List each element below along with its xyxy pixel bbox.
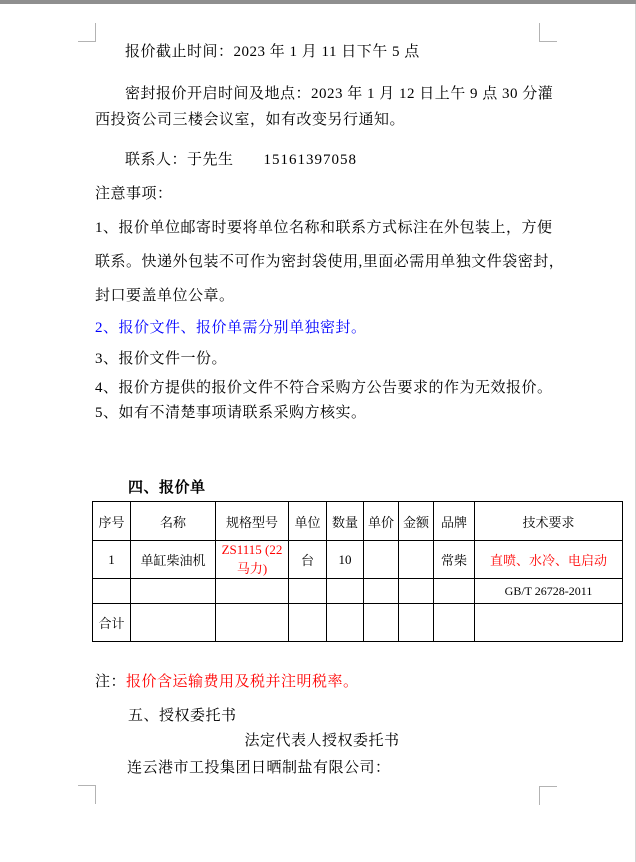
note-5: 5、如有不清楚事项请联系采购方核实。 (95, 405, 367, 421)
crop-mark-bottom-right-v (539, 786, 540, 805)
section-4-title: 四、报价单 (128, 480, 206, 496)
note-1-line-1: 1、报价单位邮寄时要将单位名称和联系方式标注在外包装上，方便 (95, 220, 553, 236)
cell-empty (327, 604, 364, 642)
remark-line (95, 672, 359, 692)
cell-tech: 直喷、水冷、电启动 (475, 541, 623, 579)
note-1-line-3: 封口要盖单位公章。 (95, 288, 235, 304)
cell-empty (364, 579, 399, 604)
remark-red-text: 报价含运输费用及税并注明税率。 (126, 674, 359, 690)
cell-empty (327, 579, 364, 604)
cell-price (364, 541, 399, 579)
header-unit: 单位 (289, 502, 327, 541)
table-header-row (93, 502, 623, 541)
page-top-edge (0, 0, 636, 4)
crop-mark-top-left-h (78, 41, 96, 42)
crop-mark-bottom-left-v (95, 785, 96, 804)
cell-empty (364, 604, 399, 642)
cell-empty (216, 604, 289, 642)
crop-mark-top-left-v (95, 23, 96, 42)
table-row-total (93, 604, 623, 642)
crop-mark-top-right-h (539, 41, 557, 42)
header-tech: 技术要求 (475, 502, 623, 541)
cell-unit: 台 (289, 541, 327, 579)
cell-empty (289, 579, 327, 604)
header-amount: 金额 (399, 502, 434, 541)
note-3: 3、报价文件一份。 (95, 351, 228, 367)
header-price: 单价 (364, 502, 399, 541)
header-brand: 品牌 (434, 502, 475, 541)
cell-empty (434, 579, 475, 604)
crop-mark-bottom-left-h (78, 785, 96, 786)
cell-empty (93, 579, 131, 604)
note-4: 4、报价方提供的报价文件不符合采购方公告要求的作为无效报价。 (95, 380, 553, 396)
cell-seq: 1 (93, 541, 131, 579)
note-2: 2、报价文件、报价单需分别单独密封。 (95, 320, 367, 336)
paragraph-open-time-2: 西投资公司三楼会议室，如有改变另行通知。 (95, 112, 406, 128)
note-1-line-2: 联系。快递外包装不可作为密封袋使用,里面必需用单独文件袋密封， (95, 254, 565, 270)
quote-table (92, 501, 623, 642)
cell-brand: 常柴 (434, 541, 475, 579)
cell-amount (399, 541, 434, 579)
remark-label: 注： (95, 674, 127, 690)
header-seq: 序号 (93, 502, 131, 541)
poa-title: 法定代表人授权委托书 (244, 733, 400, 749)
table-row-item-1 (93, 541, 623, 579)
cell-empty (289, 604, 327, 642)
header-model: 规格型号 (216, 502, 289, 541)
paragraph-contact (125, 150, 357, 170)
table-row-standard (93, 579, 623, 604)
cell-empty (131, 604, 216, 642)
company-line: 连云港市工投集团日晒制盐有限公司： (127, 760, 391, 776)
paragraph-deadline: 报价截止时间：2023 年 1 月 11 日下午 5 点 (125, 44, 420, 60)
notes-title: 注意事项： (95, 186, 173, 202)
header-qty: 数量 (327, 502, 364, 541)
header-name: 名称 (131, 502, 216, 541)
cell-empty (434, 604, 475, 642)
cell-empty (399, 604, 434, 642)
crop-mark-top-right-v (539, 23, 540, 42)
crop-mark-bottom-right-h (539, 786, 557, 787)
cell-name: 单缸柴油机 (131, 541, 216, 579)
cell-total-label: 合计 (93, 604, 131, 642)
paragraph-open-time-1: 密封报价开启时间及地点：2023 年 1 月 12 日上午 9 点 30 分灌 (125, 86, 554, 102)
cell-empty (475, 604, 623, 642)
cell-empty (216, 579, 289, 604)
cell-empty (399, 579, 434, 604)
section-5-title: 五、授权委托书 (128, 708, 237, 724)
cell-qty: 10 (327, 541, 364, 579)
contact-phone: 15161397058 (263, 152, 358, 168)
contact-label: 联系人：于先生 (125, 152, 234, 168)
cell-model: ZS1115 (22 马力) (216, 541, 289, 579)
cell-empty (131, 579, 216, 604)
cell-standard: GB/T 26728-2011 (475, 579, 623, 604)
